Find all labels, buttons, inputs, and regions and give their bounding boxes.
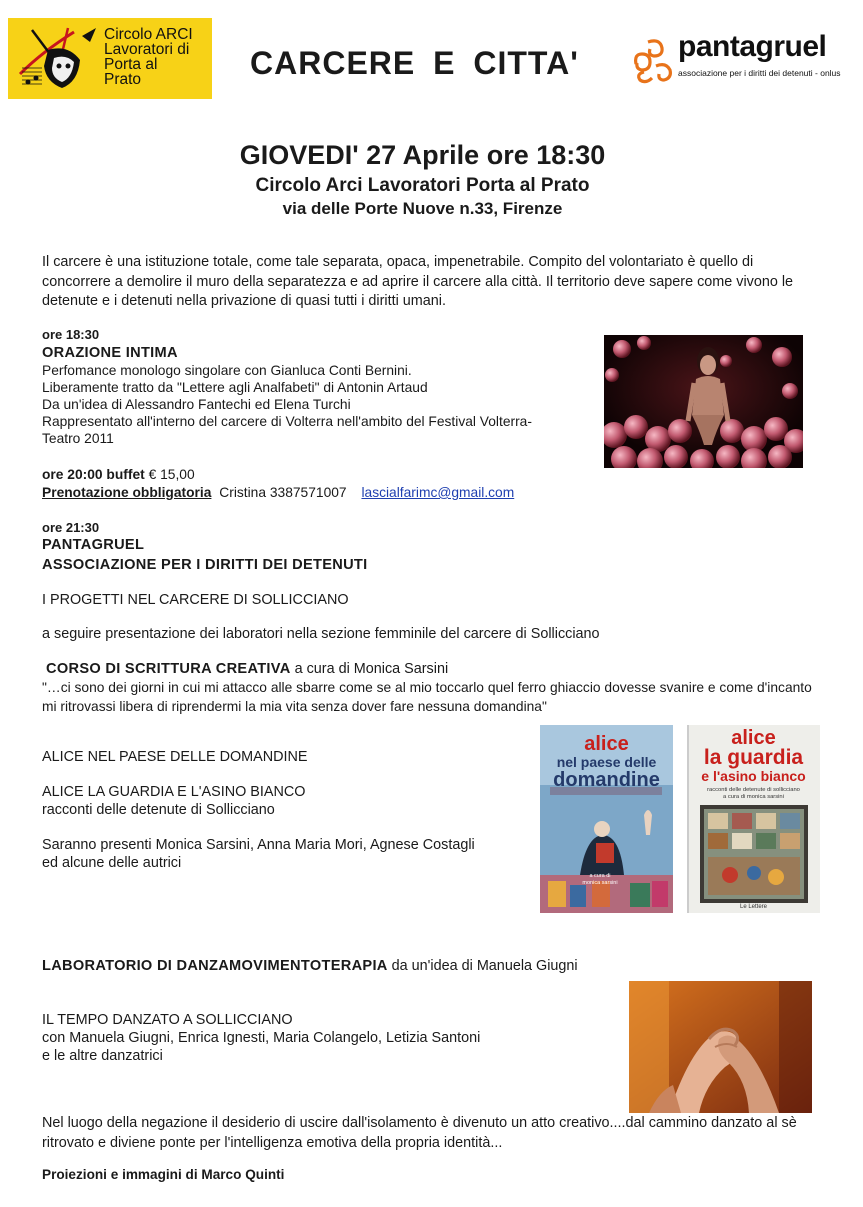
book-covers — [540, 725, 820, 913]
intro-paragraph: Il carcere è una istituzione totale, come tale separata, opaca, impenetrabile. Compito del volontariato è quello di concorrere a demolire il muro della separatezza e ad aprire il carcere alla città. Il territorio deve sapere come vivono le detenute e i detenuti nella privazione di quasi tutti i diritti umani. — [42, 254, 794, 309]
pantagruel-subtitle: associazione per i diritti dei detenuti - onlus — [678, 68, 841, 78]
s1-line: Perfomance monologo singolare con Gianluca Conti Bernini. — [42, 363, 412, 378]
pantagruel-logo — [626, 28, 851, 94]
hands-photo — [629, 981, 812, 1113]
s1-title: ORAZIONE INTIMA — [42, 345, 178, 361]
book2-subtitle: racconti delle detenute di Sollicciano — [42, 802, 275, 818]
event-address: via delle Porte Nuove n.33, Firenze — [282, 199, 563, 218]
cover-1-title: alice nel paese delle domandine — [553, 733, 660, 791]
buffet-line — [42, 467, 195, 482]
performance-photo — [604, 335, 803, 468]
booking-contact: Cristina 3387571007 — [219, 485, 347, 500]
s1-line: Liberamente tratto da "Lettere agli Analfabeti" di Antonin Artaud — [42, 380, 428, 395]
spiral-icon — [626, 34, 680, 88]
course-author: a cura di Monica Sarsini — [294, 661, 449, 677]
booking-email-link[interactable]: lascialfarimc@gmail.com — [361, 485, 515, 500]
cover-2-publisher: Le Lettere — [739, 904, 768, 910]
pantagruel-name: pantagruel — [678, 30, 827, 63]
credits: Proiezioni e immagini di Marco Quinti — [42, 1167, 285, 1182]
s1-line: Da un'idea di Alessandro Fantechi ed Elena Turchi — [42, 397, 351, 412]
dance-heading — [42, 958, 578, 974]
arci-logo-text: Circolo ARCI Lavoratori di Porta al Prato — [104, 26, 193, 88]
s1-line: Rappresentato all'interno del carcere di Volterra nell'ambito del Festival Volterra- — [42, 414, 532, 429]
dance-subtitle: IL TEMPO DANZATO A SOLLICCIANO — [42, 1012, 293, 1028]
arci-logo — [8, 18, 212, 99]
dance-cast-cont: e le altre danzatrici — [42, 1048, 163, 1064]
buffet-label: ore 20:00 buffet — [42, 467, 145, 482]
event-venue: Circolo Arci Lavoratori Porta al Prato — [255, 175, 590, 196]
buffet-price: € 15,00 — [148, 467, 195, 482]
cover-2-subtitle: racconti delle detenute di sollicciano a cura di monica sarsini — [707, 787, 800, 800]
s1-description — [42, 362, 602, 447]
book1-title: ALICE NEL PAESE DELLE DOMANDINE — [42, 749, 308, 765]
s2-follow: a seguire presentazione dei laboratori nella sezione femminile del carcere di Sollicciano — [42, 626, 600, 642]
page-title: CARCERE E CITTA' — [250, 45, 579, 81]
s2-subtitle: ASSOCIAZIONE PER I DIRITTI DEI DETENUTI — [42, 557, 368, 573]
course-title: CORSO DI SCRITTURA CREATIVA — [46, 661, 291, 677]
event-date: GIOVEDI' 27 Aprile ore 18:30 — [239, 140, 606, 170]
dance-description: Nel luogo della negazione il desiderio di uscire dall'isolamento è divenuto un atto creativo....dal cammino danzato al sè ritrovato e diviene ponte per l'intelligenza emotiva della propria identità... — [42, 1115, 797, 1151]
booking-label: Prenotazione obbligatoria — [42, 485, 212, 500]
dance-cast: con Manuela Giugni, Enrica Ignesti, Maria Colangelo, Letizia Santoni — [42, 1030, 481, 1046]
dance-title: LABORATORIO DI DANZAMOVIMENTOTERAPIA — [42, 958, 388, 974]
dance-author: da un'idea di Manuela Giugni — [391, 958, 578, 974]
mask-icon — [12, 22, 104, 96]
s2-projects: I PROGETTI NEL CARCERE DI SOLLICCIANO — [42, 592, 349, 608]
book2-title: ALICE LA GUARDIA E L'ASINO BIANCO — [42, 784, 306, 800]
s1-time: ore 18:30 — [42, 327, 100, 342]
booking-line — [42, 485, 514, 500]
course-heading — [46, 661, 448, 677]
cover-1-footer: a cura di monica sarsini — [582, 873, 618, 886]
s2-title: PANTAGRUEL — [42, 537, 145, 553]
s1-line: Teatro 2011 — [42, 431, 114, 446]
presenters: Saranno presenti Monica Sarsini, Anna Maria Mori, Agnese Costagli — [42, 837, 475, 853]
cover-2-title: alice la guardia e l'asino bianco — [701, 727, 806, 784]
course-quote: "…ci sono dei giorni in cui mi attacco alle sbarre come se al mio toccarlo quel ferro ghiaccio dovesse svanire e come d'incanto mi ritrovassi libera di riprendermi la mia vita senza dover fare nessuna domandina" — [42, 680, 812, 714]
s2-time: ore 21:30 — [42, 520, 100, 535]
presenters-cont: ed alcune delle autrici — [42, 855, 182, 871]
